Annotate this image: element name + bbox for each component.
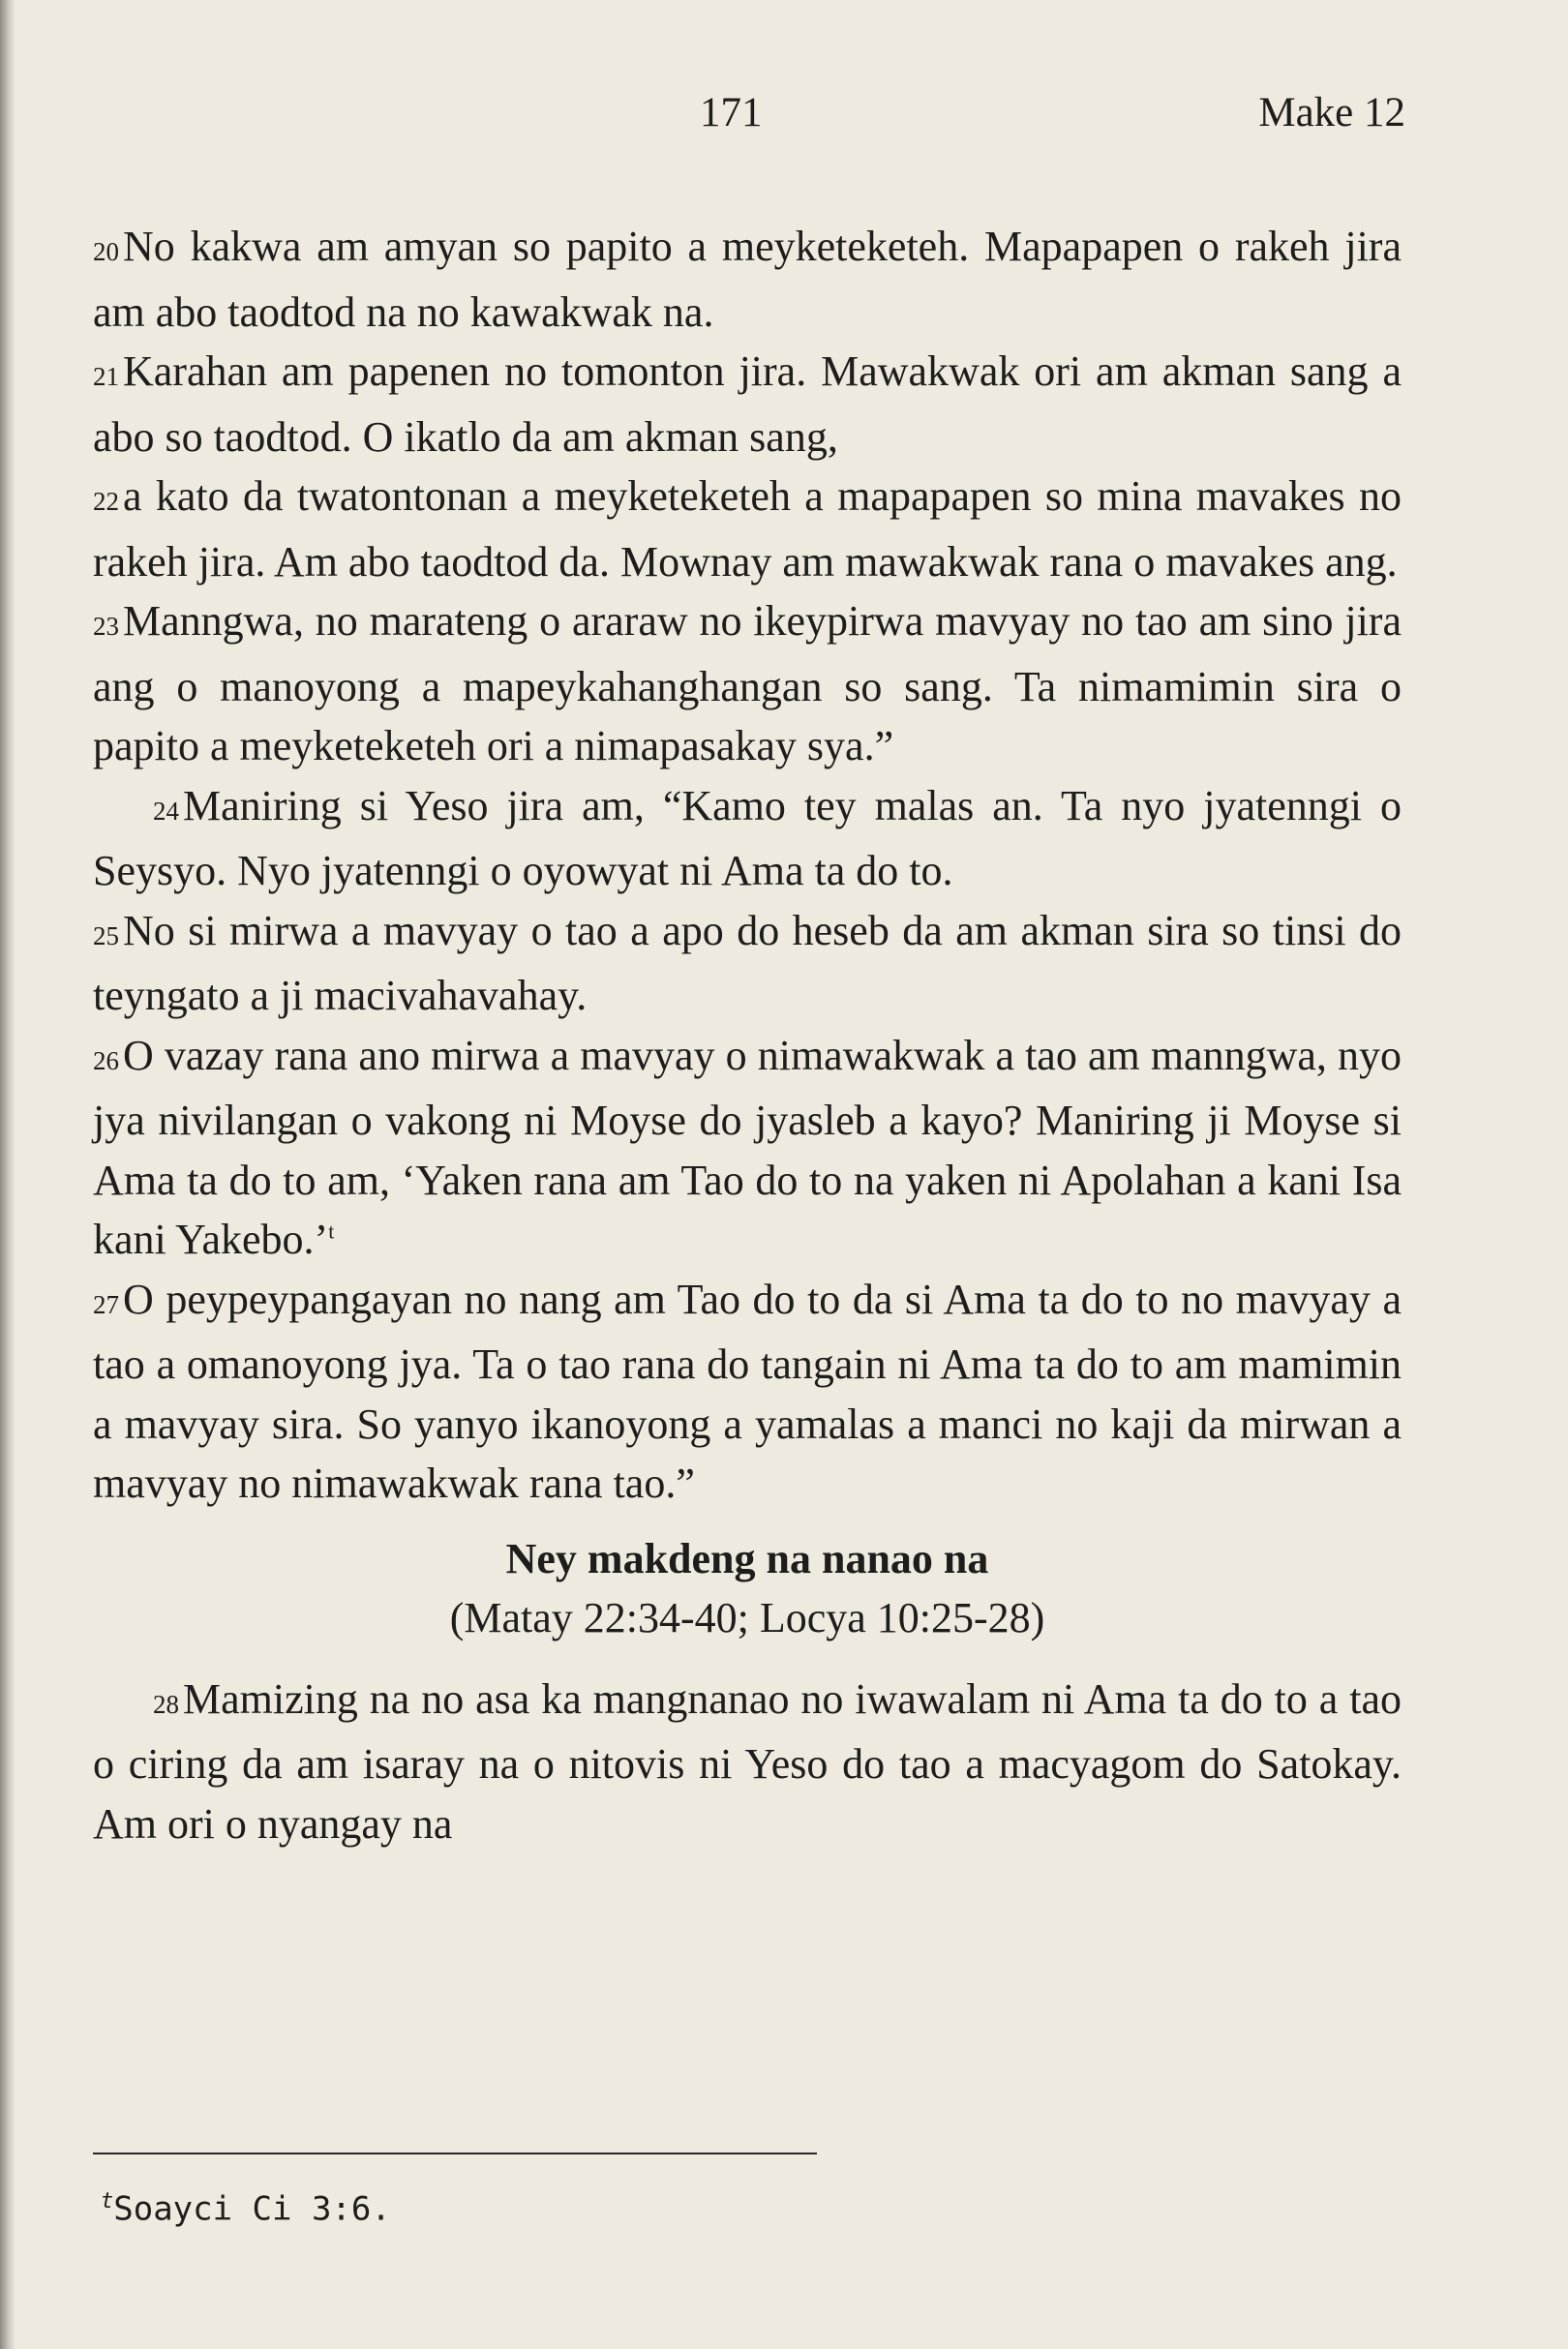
verse-number: 27 [93, 1289, 119, 1319]
verse [93, 217, 1402, 342]
section-reference: (Matay 22:34-40; Locya 10:25-28) [449, 1594, 1045, 1641]
verse-number: 24 [153, 796, 179, 826]
book-page [93, 89, 1405, 1853]
verse-list [93, 217, 1402, 1514]
footnote-mark: t [101, 2189, 114, 2213]
body-text [93, 217, 1402, 1853]
footnote-reference: t [328, 1219, 335, 1244]
verse-list-after [93, 1670, 1402, 1854]
verse-number: 22 [93, 487, 119, 516]
verse [93, 1270, 1402, 1514]
running-head: Make 12 [1258, 90, 1405, 136]
verse [93, 1026, 1402, 1270]
verse [93, 467, 1402, 591]
verse [93, 901, 1402, 1026]
verse-text: O peypeypangayan no nang am Tao do to da si Ama ta do to no mavyay a tao a omanoyong jya. Ta o tao rana do tangain ni Ama ta do to am mamimin a mavyay sira. So yanyo ikanoyong a yamalas a manci no kaji da mirwan a mavyay no nimawakwak rana tao.” [93, 1275, 1402, 1507]
page-header [93, 89, 1405, 157]
verse-number: 28 [153, 1689, 179, 1719]
verse-text: No kakwa am amyan so papito a meyketeketeh. Mapapapen o rakeh jira am abo taodtod na no kawakwak na. [93, 223, 1402, 336]
verse [93, 591, 1402, 776]
verse-text: Mamizing na no asa ka mangnanao no iwawalam ni Ama ta do to a tao o ciring da am isaray na o nitovis ni Yeso do tao a macyagom do Satokay. Am ori o nyangay na [93, 1674, 1402, 1848]
footnote-divider [93, 2153, 817, 2154]
verse-number: 20 [93, 237, 119, 266]
verse-number: 23 [93, 612, 119, 641]
verse-text: Manngwa, no marateng o araraw no ikeypirwa mavyay no tao am sino jira ang o manoyong a mapeykahanghangan so sang. Ta nimamimin sira o papito a meyketeketeh ori a nimapasakay sya.” [93, 597, 1402, 769]
verse-text: Maniring si Yeso jira am, “Kamo tey malas an. Ta nyo jyatenngi o Seysyo. Nyo jyatenngi o oyowyat ni Ama ta do to. [93, 781, 1402, 894]
verse [93, 1670, 1402, 1854]
page-number: 171 [700, 90, 763, 136]
section-heading: Ney makdeng na nanao na [505, 1534, 989, 1582]
book-spine-shadow [0, 0, 15, 2349]
verse [93, 776, 1402, 901]
verse-number: 26 [93, 1045, 119, 1075]
verse-text: a kato da twatontonan a meyketeketeh a mapapapen so mina mavakes no rakeh jira. Am abo taodtod da. Mownay am mawakwak rana o mavakes ang. [93, 472, 1402, 586]
verse-text: O vazay rana ano mirwa a mavyay o nimawakwak a tao am manngwa, nyo jya nivilangan o vakong ni Moyse do jyasleb a kayo? Maniring ji Moyse si Ama ta do to am, ‘Yaken rana am Tao do to na yaken ni Apolahan a kani Isa kani Yakebo.’ [93, 1031, 1402, 1263]
verse-number: 25 [93, 920, 119, 950]
footnote-text: Soayci Ci 3:6. [113, 2189, 391, 2229]
verse [93, 342, 1402, 467]
verse-text: No si mirwa a mavyay o tao a apo do heseb da am akman sira so tinsi do teyngato a ji macivahavahay. [93, 906, 1402, 1019]
footnote [101, 2189, 391, 2228]
verse-number: 21 [93, 362, 119, 391]
verse-text: Karahan am papenen no tomonton jira. Mawakwak ori am akman sang a abo so taodtod. O ikatlo da am akman sang, [93, 347, 1402, 461]
